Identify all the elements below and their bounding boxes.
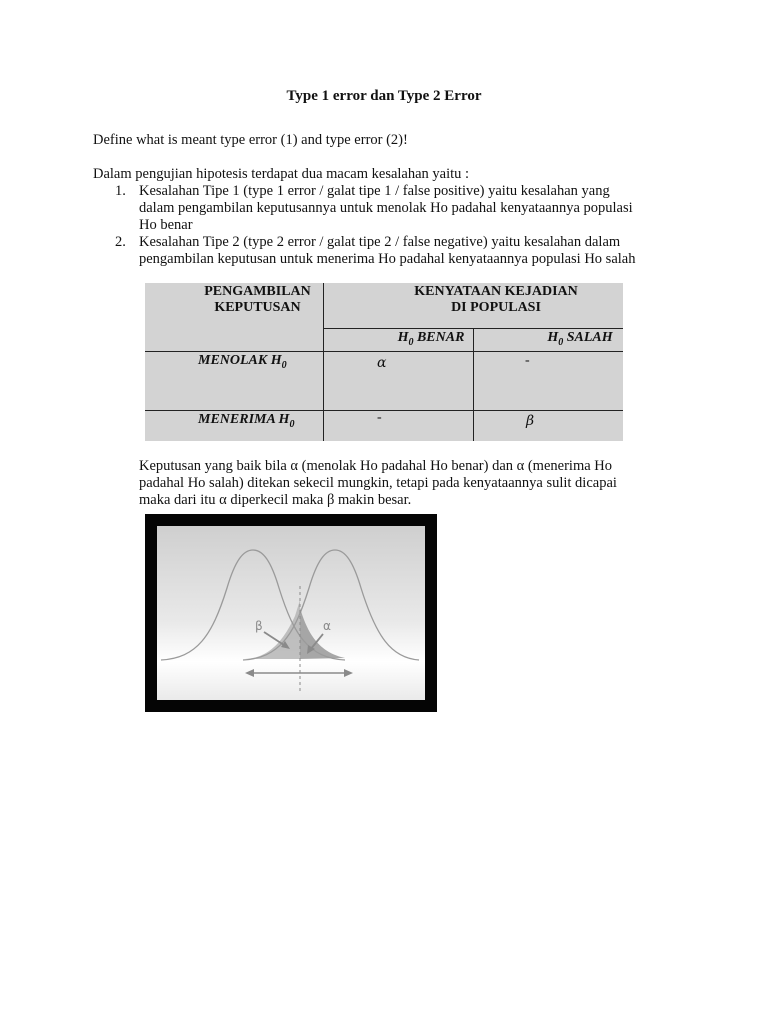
intro-text: Dalam pengujian hipotesis terdapat dua macam kesalahan yaitu : bbox=[93, 166, 470, 182]
document-title: Type 1 error dan Type 2 Error bbox=[286, 88, 482, 104]
list-line: pengambilan keputusan untuk menerima Ho padahal kenyataannya populasi Ho salah bbox=[139, 251, 636, 267]
decision-table bbox=[145, 283, 623, 441]
column-header-h0-false: $H_0$ SALAH bbox=[547, 330, 613, 348]
question-text: Define what is meant type error (1) and type error (2)! bbox=[93, 132, 408, 148]
list-line: dalam pengambilan keputusannya untuk menolak Ho padahal kenyataannya populasi bbox=[139, 200, 633, 216]
distribution-diagram bbox=[157, 526, 425, 700]
list-item-type1 bbox=[93, 183, 693, 234]
error-type-list bbox=[93, 183, 693, 268]
list-line: Kesalahan Tipe 2 (type 2 error / galat tipe 2 / false negative) yaitu kesalahan dalam bbox=[139, 234, 621, 250]
conclusion-line: Keputusan yang baik bila α (menolak Ho padahal Ho benar) dan α (menerima Ho bbox=[139, 458, 612, 474]
conclusion-line: padahal Ho salah) ditekan sekecil mungkin, tetapi pada kenyataannya sulit dicapai bbox=[139, 475, 617, 491]
figure-background bbox=[157, 526, 425, 700]
table-divider bbox=[145, 351, 623, 352]
conclusion-paragraph bbox=[139, 458, 659, 509]
table-header-reality: KENYATAAN KEJADIAN DI POPULASI bbox=[414, 284, 578, 315]
cell-alpha: α bbox=[377, 355, 387, 371]
list-line: Kesalahan Tipe 1 (type 1 error / galat tipe 1 / false positive) yaitu kesalahan yang bbox=[139, 183, 610, 199]
row-label-accept: MENERIMA $H_0$ bbox=[198, 412, 295, 430]
table-divider bbox=[323, 328, 623, 329]
conclusion-line: maka dari itu α diperkecil maka β makin besar. bbox=[139, 492, 412, 508]
list-number: 2. bbox=[115, 234, 126, 250]
column-header-h0-true: $H_0$ BENAR bbox=[397, 330, 465, 348]
cell-dash: - bbox=[525, 353, 530, 368]
row-label-reject: MENOLAK $H_0$ bbox=[198, 353, 287, 371]
beta-label: β bbox=[255, 619, 263, 633]
table-divider bbox=[145, 410, 623, 411]
cell-dash: - bbox=[377, 410, 382, 425]
list-number: 1. bbox=[115, 183, 126, 199]
list-line: Ho benar bbox=[139, 217, 193, 233]
table-header-decision: PENGAMBILAN KEPUTUSAN bbox=[204, 284, 311, 315]
error-distribution-figure bbox=[145, 514, 437, 712]
list-item-type2 bbox=[93, 234, 693, 268]
alpha-label: α bbox=[323, 619, 331, 633]
cell-beta: β bbox=[526, 413, 535, 429]
